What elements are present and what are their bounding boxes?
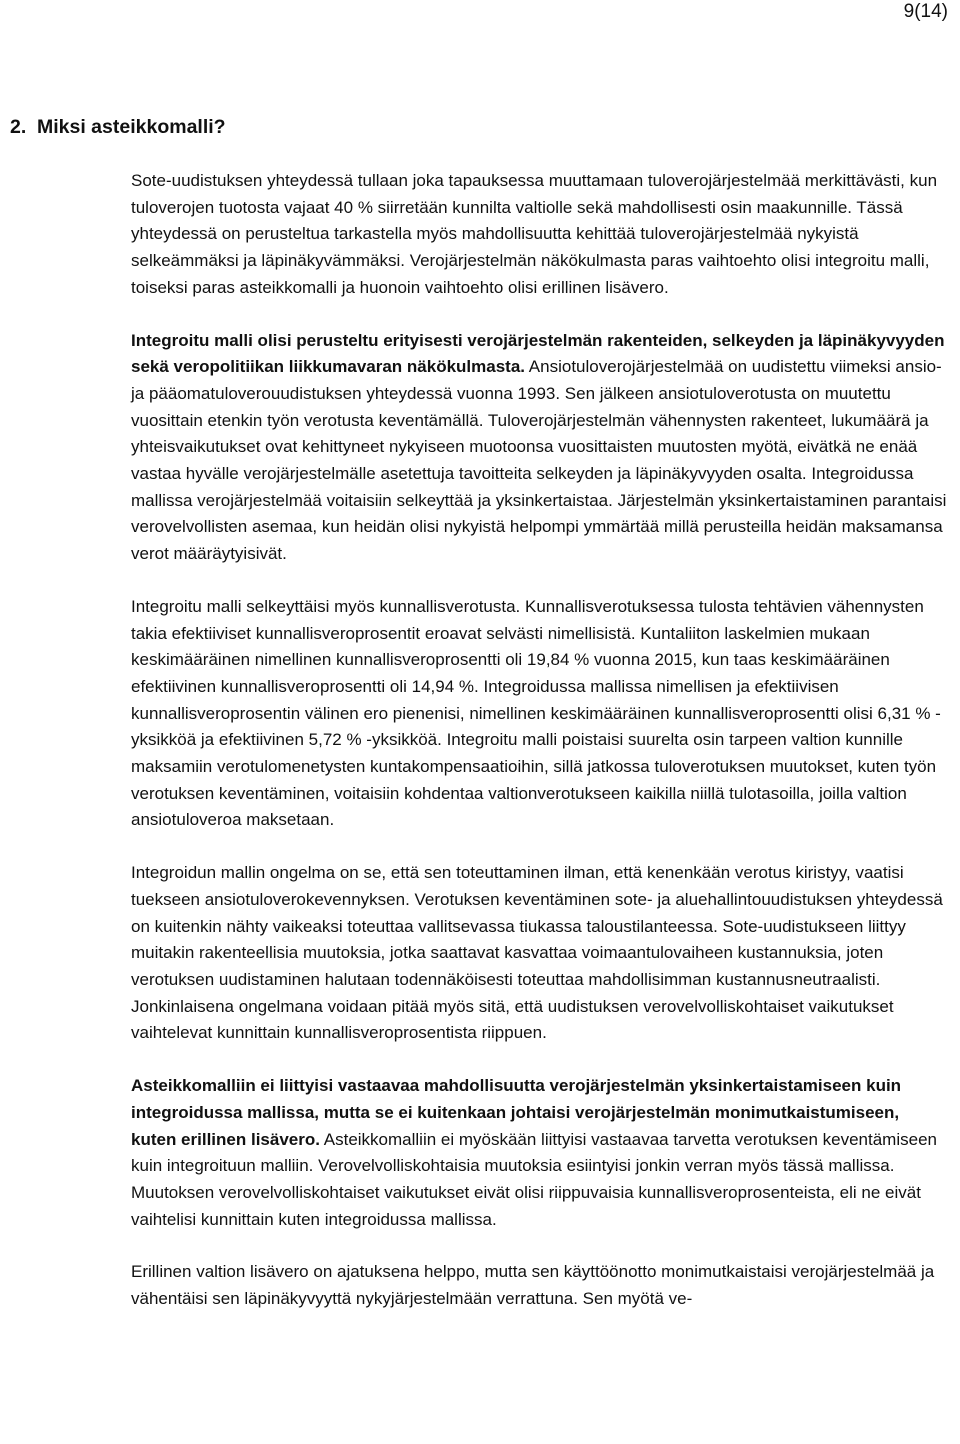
paragraph-2: [131, 328, 949, 568]
paragraph-bold-lead: Asteikkomalliin ei liittyisi vastaavaa mahdollisuutta verojärjestelmän yksinkertaistamiseen kuin integroidussa mallissa, mutta se ei kuitenkaan johtaisi verojärjestelmän monimutkaistumiseen, kuten erillinen lisävero.: [131, 1076, 902, 1149]
paragraph-text: Erillinen valtion lisävero on ajatuksena helppo, mutta sen käyttöönotto monimutkaistaisi verojärjestelmää ja vähentäisi sen läpinäkyvyyttä nykyjärjestelmään verrattuna. Sen myötä ve-: [131, 1262, 935, 1309]
paragraph-4: [131, 860, 949, 1047]
paragraph-text: Asteikkomalliin ei myöskään liittyisi vastaavaa tarvetta verotuksen keventämiseen kuin integroituun malliin. Verovelvolliskohtaisia muutoksia esiintyisi jonkin verran myös tässä mallissa. Muutoksen verovelvolliskohtaiset vaikutukset eivät olisi riippuvaisia kunnallisveroprosenteista, eli ne eivät vaihtelisi kunnittain kuten integroidussa mallissa.: [131, 1129, 937, 1229]
paragraph-6: [131, 1259, 949, 1312]
paragraph-text: Integroidun mallin ongelma on se, että sen toteuttaminen ilman, että kenenkään verotus kiristyy, vaatisi tuekseen ansiotuloverokevennyksen. Verotuksen keventäminen sote- ja aluehallintouudistuksen yhteydessä on kuitenkin nähty vaikeaksi toteuttaa vallitsevassa tiukassa taloustilanteessa. Sote-uudistukseen liittyy muitakin rakenteellisia muutoksia, jotka saattavat kasvattaa voimaantulovaiheen kustannuksia, joten verotuksen uudistaminen halutaan todennäköisesti toteuttaa mahdollisimman kustannusneutraalisti. Jonkinlaisena ongelmana voidaan pitää myös sitä, että uudistuksen verovelvolliskohtaiset vaikutukset vaihtelevat kunnittain kunnallisveroprosentista riippuen.: [131, 863, 943, 1043]
section-title: Miksi asteikkomalli?: [37, 116, 226, 138]
section-number: 2.: [10, 116, 27, 138]
paragraph-text: Integroitu malli selkeyttäisi myös kunnallisverotusta. Kunnallisverotuksessa tulosta tehtävien vähennysten takia efektiiviset kunnallisveroprosentit eroavat selvästi nimellisistä. Kuntaliiton laskelmien mukaan keskimääräinen nimellinen kunnallisveroprosentti oli 19,84 % vuonna 2015, kun taas keskimääräinen efektiivinen kunnallisveroprosentti oli 14,94 %. Integroidussa mallissa nimellisen ja efektiivisen kunnallisveroprosentin välinen ero pienenisi, nimellinen keskimääräinen kunnallisveroprosentti olisi 6,31 % -yksikköä ja efektiivinen 5,72 % -yksikköä. Integroitu malli poistaisi suurelta osin tarpeen valtion kunnille maksamiin verotulomenetysten kuntakompensaatioihin, sillä jatkossa tuloverotuksen muutokset, kuten työn verotuksen keventäminen, voitaisiin kohdentaa valtionverotukseen kaikilla niillä tulotasoilla, joilla valtion ansiotuloveroa maksetaan.: [131, 596, 941, 830]
paragraph-bold-lead: Integroitu malli olisi perusteltu erityisesti verojärjestelmän rakenteiden, selkeyden ja läpinäkyvyyden sekä veropolitiikan liikkumavaran näkökulmasta.: [131, 330, 945, 377]
paragraph-text: Sote-uudistuksen yhteydessä tullaan joka tapauksessa muuttamaan tuloverojärjestelmää merkittävästi, kun tuloverojen tuotosta vajaat 40 % siirretään kunnilta valtiolle sekä mahdollisesti osin maakunnille. Tässä yhteydessä on perusteltua tarkastella myös mahdollisuutta kehittää tuloverojärjestelmää nykyistä selkeämmäksi ja läpinäkyvämmäksi. Verojärjestelmän näkökulmasta paras vaihtoehto olisi integroitu malli, toiseksi paras asteikkomalli ja huonoin vaihtoehto olisi erillinen lisävero.: [131, 171, 938, 297]
paragraph-1: [131, 168, 949, 302]
body-text: [131, 168, 949, 1313]
paragraph-text: Ansiotuloverojärjestelmää on uudistettu viimeksi ansio- ja pääomatuloverouudistuksen yhteydessä vuonna 1993. Sen jälkeen ansiotuloverotusta on muutettu vuosittain etenkin työn verotusta keventämällä. Tuloverojärjestelmän vähennysten rakenteet, lukumäärä ja yhteisvaikutukset ovat kehittyneet nykyiseen muotoonsa vuosittaisten muutosten myötä, eivätkä ne enää vastaa hyvälle verojärjestelmälle asetettuja tavoitteita selkeyden ja läpinäkyvyyden osalta. Integroidussa mallissa verojärjestelmää voitaisiin selkeyttää ja yksinkertaistaa. Järjestelmän yksinkertaistaminen parantaisi verovelvollisten asemaa, kun heidän olisi nykyistä helpompi ymmärtää millä perusteilla heidän maksamansa verot määräytyisivät.: [131, 357, 947, 564]
paragraph-3: [131, 594, 949, 834]
section-heading: [10, 115, 226, 139]
page-number: 9(14): [903, 1, 948, 22]
paragraph-5: [131, 1073, 949, 1233]
